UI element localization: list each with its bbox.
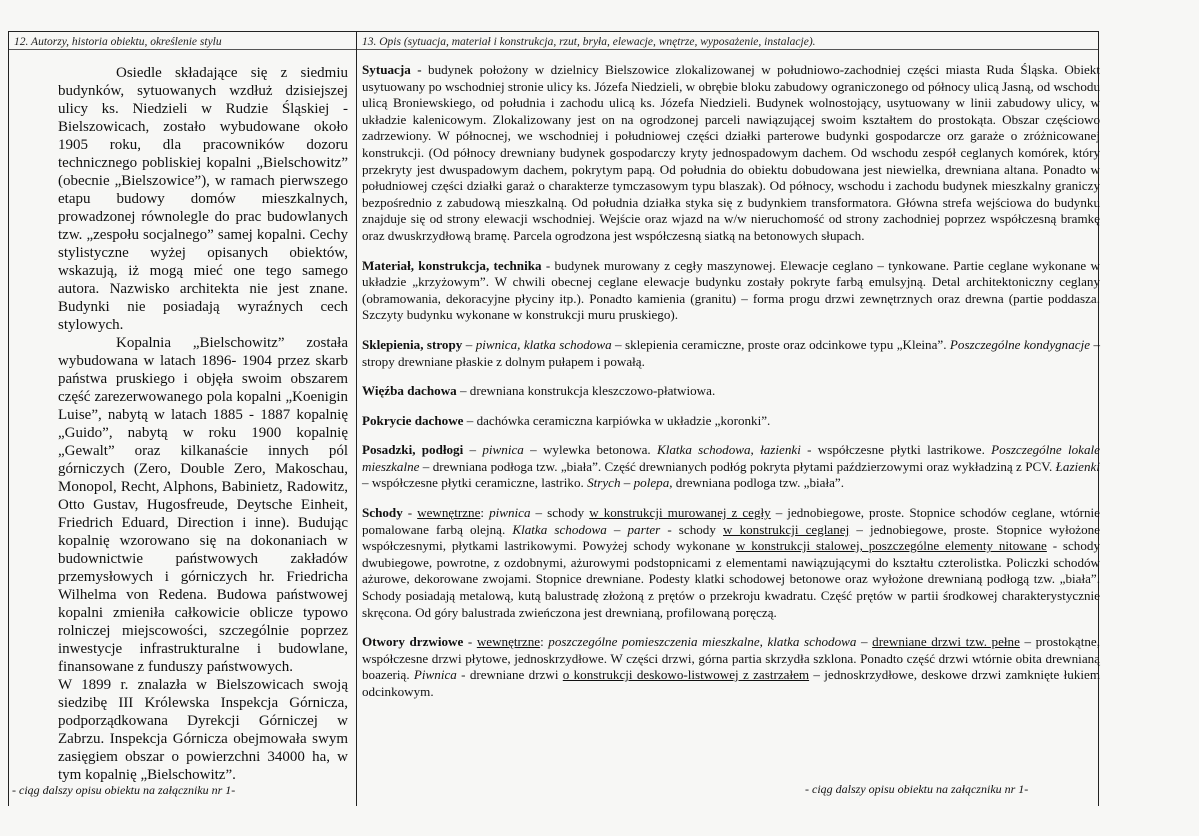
schody-underline-4: w konstrukcji stalowej, poszczególne elementy nitowane bbox=[735, 538, 1047, 554]
sklepienia-text-2: – sklepienia ceramiczne, proste oraz odcinkowe typu „Kleina”. bbox=[611, 336, 950, 352]
material-heading: Materiał, konstrukcja, technika bbox=[362, 257, 542, 273]
posadzki-text-6: drewniana podloga tzw. „biała”. bbox=[672, 475, 845, 491]
schody-italic-1: piwnica bbox=[489, 505, 531, 521]
posadzki-text-5: – współczesne płytki ceramiczne, lastriko. bbox=[362, 475, 588, 491]
sklepienia-text-1: – bbox=[462, 336, 476, 352]
schody-italic-2: Klatka schodowa – parter bbox=[512, 521, 661, 537]
otwory-text-5: - drewniane drzwi bbox=[456, 667, 563, 683]
schody-heading: Schody bbox=[362, 505, 403, 521]
otwory-text-2: : bbox=[540, 634, 549, 650]
left-border bbox=[8, 31, 9, 806]
otwory-text-6: – jednoskrzydłowe, deskowe drzwi zamknięte łukiem odcinkowym. bbox=[362, 667, 1100, 699]
schody-text-6: – jednobiegowe, proste. Stopnice wyłożone współczesnymi, płytkami lastrikowymi. Powyżej schody wykonane bbox=[362, 521, 1100, 554]
otwory-underline-3: o konstrukcji deskowo-listwowej z zastrzałem bbox=[562, 667, 810, 683]
header-rule bbox=[8, 49, 1098, 50]
pokrycie-heading: Pokrycie dachowe bbox=[362, 412, 464, 428]
left-continuation-note: - ciąg dalszy opisu obiektu na załączniku nr 1- bbox=[12, 783, 236, 797]
sklepienia-text-3: – stropy drewniane płaskie z dolnym pułapem i powałą. bbox=[362, 336, 1100, 369]
schody-underline-1: wewnętrzne bbox=[417, 505, 481, 521]
posadzki-text-3: - współczesne płytki lastrikowe. bbox=[800, 442, 992, 458]
schody-text-2: : bbox=[480, 505, 490, 521]
top-rule bbox=[8, 31, 1098, 32]
right-continuation-note: - ciąg dalszy opisu obiektu na załączniku nr 1- bbox=[805, 782, 1029, 796]
otwory-italic-1: poszczególne pomieszczenia mieszkalne, klatka schodowa bbox=[548, 634, 857, 650]
otwory-underline-2: drewniane drzwi tzw. pełne bbox=[872, 634, 1020, 650]
section-pokrycie bbox=[362, 413, 1100, 430]
section-sytuacja bbox=[362, 62, 1100, 245]
wiezba-heading: Więźba dachowa bbox=[362, 383, 457, 399]
history-column bbox=[12, 64, 348, 797]
posadzki-italic-5: Strych – polepa, bbox=[587, 475, 673, 491]
schody-text-7: - schody dwubiegowe, powrotne, z ozdobnymi, ażurowymi podstopnicami z elementami nawiązującymi do kształtu czterolistka. Policzki schodów ażurowe, dekorowane zwojami. Stopnice drewniane. Podesty klatki schodowej betonowe oraz wyłożone drewnianą podłogą tzw. „biała”. Schody posiadają metalową, kutą balustradę złożoną z prętów o przekroju kwadratu. Część prętów w partii środkowej charakterystycznie skręcona. Od góry balustrada zwieńczona jest drewnianą, profilowaną poręczą. bbox=[362, 538, 1100, 620]
schody-text-1: - bbox=[402, 505, 418, 521]
otwory-italic-2: Piwnica bbox=[413, 667, 457, 683]
schody-text-4: – jednobiegowe, proste. Stopnice schodów ceglane, wtórnie pomalowane farbą olejną. bbox=[362, 505, 1100, 537]
left-column-header: 12. Autorzy, historia obiektu, określenie stylu bbox=[14, 36, 222, 48]
otwory-heading: Otwory drzwiowe bbox=[362, 634, 464, 650]
sklepienia-italic-2: Poszczególne kondygnacje bbox=[949, 336, 1091, 352]
history-paragraph-2: Kopalnia „Bielschowitz” została wybudowana w latach 1896- 1904 przez skarb państwa pruskiego i objęła swoim obszarem część zarezerwowanego pola kopalni „Koenigin Luise”, nabytą w latach 1885 - 1887 kopalnię „Guido”, nabytą w roku 1900 kopalnię „Gewalt” oraz kilkanaście innych pól górniczych (Zero, Double Zero, Makoschau, Monopol, Recht, Alphons, Babinietz, Radowitz, Otto Gustav, Hugosfreude, Deytsche Einheit, Friedrich Eduard, Direction i inne). Budując kopalnię wzorowano się na dokonaniach w budownictwie państwowych zakładów przemysłowych i górniczych hr. Friedricha Wilhelma von Redena. Budowa państwowej kopalni zmieniła całkowicie oblicze typowo rolniczej miejscowości, szczególnie poprzez inwestycje infrastrukturalne i budowlane, finansowane z funduszy państwowych. bbox=[58, 335, 348, 675]
description-column bbox=[362, 62, 1100, 714]
right-column-header: 13. Opis (sytuacja, materiał i konstrukcja, rzut, bryła, elewacje, wnętrze, wyposażenie, instalacje). bbox=[362, 36, 816, 48]
schody-underline-2: w konstrukcji murowanej z cegły bbox=[589, 505, 771, 521]
section-otwory bbox=[362, 634, 1100, 700]
section-sklepienia bbox=[362, 337, 1100, 370]
sklepienia-italic-1: piwnica, klatka schodowa bbox=[475, 336, 612, 352]
posadzki-italic-1: piwnica bbox=[482, 442, 524, 458]
otwory-text-1: - bbox=[463, 634, 477, 650]
section-schody bbox=[362, 505, 1100, 621]
posadzki-heading: Posadzki, podłogi bbox=[362, 442, 464, 458]
posadzki-text-4: – drewniana podłoga tzw. „biała”. Część drewnianych podłóg pokryta płytami paździerzowymi oraz wykładziną z PCV. bbox=[419, 458, 1056, 474]
history-paragraph-3: W 1899 r. znalazła w Bielszowicach swoją siedzibę III Królewska Inspekcja Górnicza, podporządkowana Dyrekcji Górniczej w Zabrzu. Inspekcja Górnicza obejmowała swym zasięgiem obszar o powierzchni 34000 ha, w tym kopalnię „Bielschowitz”. bbox=[58, 677, 348, 783]
schody-text-5: - schody bbox=[660, 521, 724, 537]
posadzki-italic-2: Klatka schodowa, łazienki bbox=[656, 442, 801, 458]
schody-underline-3: w konstrukcji ceglanej bbox=[723, 521, 850, 537]
section-wiezba bbox=[362, 383, 1100, 400]
sytuacja-text: budynek położony w dzielnicy Bielszowice zlokalizowanej w południowo-zachodniej części miasta Ruda Śląska. Obiekt usytuowany po wschodniej stronie ulicy ks. Józefa Niedzieli, w obrębie bloku zabudowy ograniczonego od północy ulicą Jasną, od wschodu ulicą Broniewskiego, od południa i zachodu ulicą ks. Józefa Niedzieli. Budynek wolnostojący, usytuowany w linii zabudowy ulicy, w układzie kalenicowym. Zlokalizowany jest on na ogrodzonej parceli nawiązującej swoim kształtem do prostokąta. Obszar częściowo zadrzewiony. W północnej, we wschodniej i południowej części działki parterowe budynki gospodarcze orz garaże o zróżnicowanej konstrukcji. (Od północy drewniany budynek gospodarczy kryty jednospadowym dachem. Od wschodu zespół ceglanych komórek, który przekryty jest dwuspadowym dachem, pokrytym papą. Od południa do obiektu dobudowana jest niewielka, drewniana altana. Ponadto w południowej części działki garaż o charakterze tymczasowym typu blaszak). Od północy, wschodu i zachodu budynek mieszkalny graniczy bezpośrednio z zabudową mieszkalną. Od południa działka styka się z budynkiem transformatora. Główna strefa wejściowa do budynku znajduje się od strony elewacji wschodniej. Wejście oraz wjazd na w/w nieruchomość od strony zachodniej poprzez współczesną bramkę oraz dwuskrzydłową bramę. Parcela ogrodzona jest współczesną siatką na betonowych słupach. bbox=[362, 62, 1100, 243]
sytuacja-heading: Sytuacja - bbox=[362, 62, 429, 77]
otwory-text-3: – bbox=[856, 634, 873, 650]
schody-text-3: – schody bbox=[530, 505, 590, 521]
posadzki-text-1: – bbox=[463, 442, 483, 458]
posadzki-italic-3: Poszczególne lokale mieszkalne bbox=[362, 442, 1100, 474]
section-material bbox=[362, 258, 1100, 324]
otwory-text-4: – prostokątne, współczesne drzwi płytowe, jednoskrzydłowe. W części drzwi, górna partia skrzydła szklona. Ponadto część drzwi wtórnie obita drewnianą boazerią. bbox=[362, 634, 1100, 683]
material-text: - budynek murowany z cegły maszynowej. Elewacje ceglano – tynkowane. Partie ceglane wykonane w układzie „krzyżowym”. W chwili obecnej ceglane elewacje budynku zostały pokryte farbą emulsyjną. Detal architektoniczny ceglany (obramowania, dekoracyjne płyciny itp.). Ponadto kamienia (granitu) – forma progu drzwi zewnętrznych oraz drewna (partie poddasza. Szczyty budynku wykonane w konstrukcji muru pruskiego). bbox=[362, 257, 1101, 323]
otwory-underline-1: wewnętrzne bbox=[476, 634, 541, 650]
wiezba-text: – drewniana konstrukcja kleszczowo-płatwiowa. bbox=[456, 383, 716, 399]
sklepienia-heading: Sklepienia, stropy bbox=[362, 336, 463, 352]
section-posadzki bbox=[362, 442, 1100, 492]
history-paragraph-1: Osiedle składające się z siedmiu budynków, sytuowanych wzdłuż dzisiejszej ulicy ks. Niedzieli w Rudzie Śląskiej - Bielszowicach, zostało wybudowane około 1905 roku, dla pracowników dozoru technicznego pobliskiej kopalni „Bielschowitz” (obecnie „Bielszowice”), w ramach pierwszego etapu budowy domów mieszkalnych, prowadzonej równolegle do prac budowlanych tzw. „zespołu socjalnego” samej kopalni. Cechy stylistyczne wyżej opisanych obiektów, wskazują, iż mogą mieć one tego samego autora. Nazwisko architekta nie jest znane. Budynki nie posiadają wyraźnych cech stylowych. bbox=[58, 65, 348, 333]
posadzki-italic-4: Łazienki bbox=[1055, 458, 1100, 474]
column-divider bbox=[356, 31, 357, 806]
posadzki-text-2: – wylewka betonowa. bbox=[523, 442, 657, 458]
pokrycie-text: – dachówka ceramiczna karpiówka w układzie „koronki”. bbox=[463, 412, 771, 428]
